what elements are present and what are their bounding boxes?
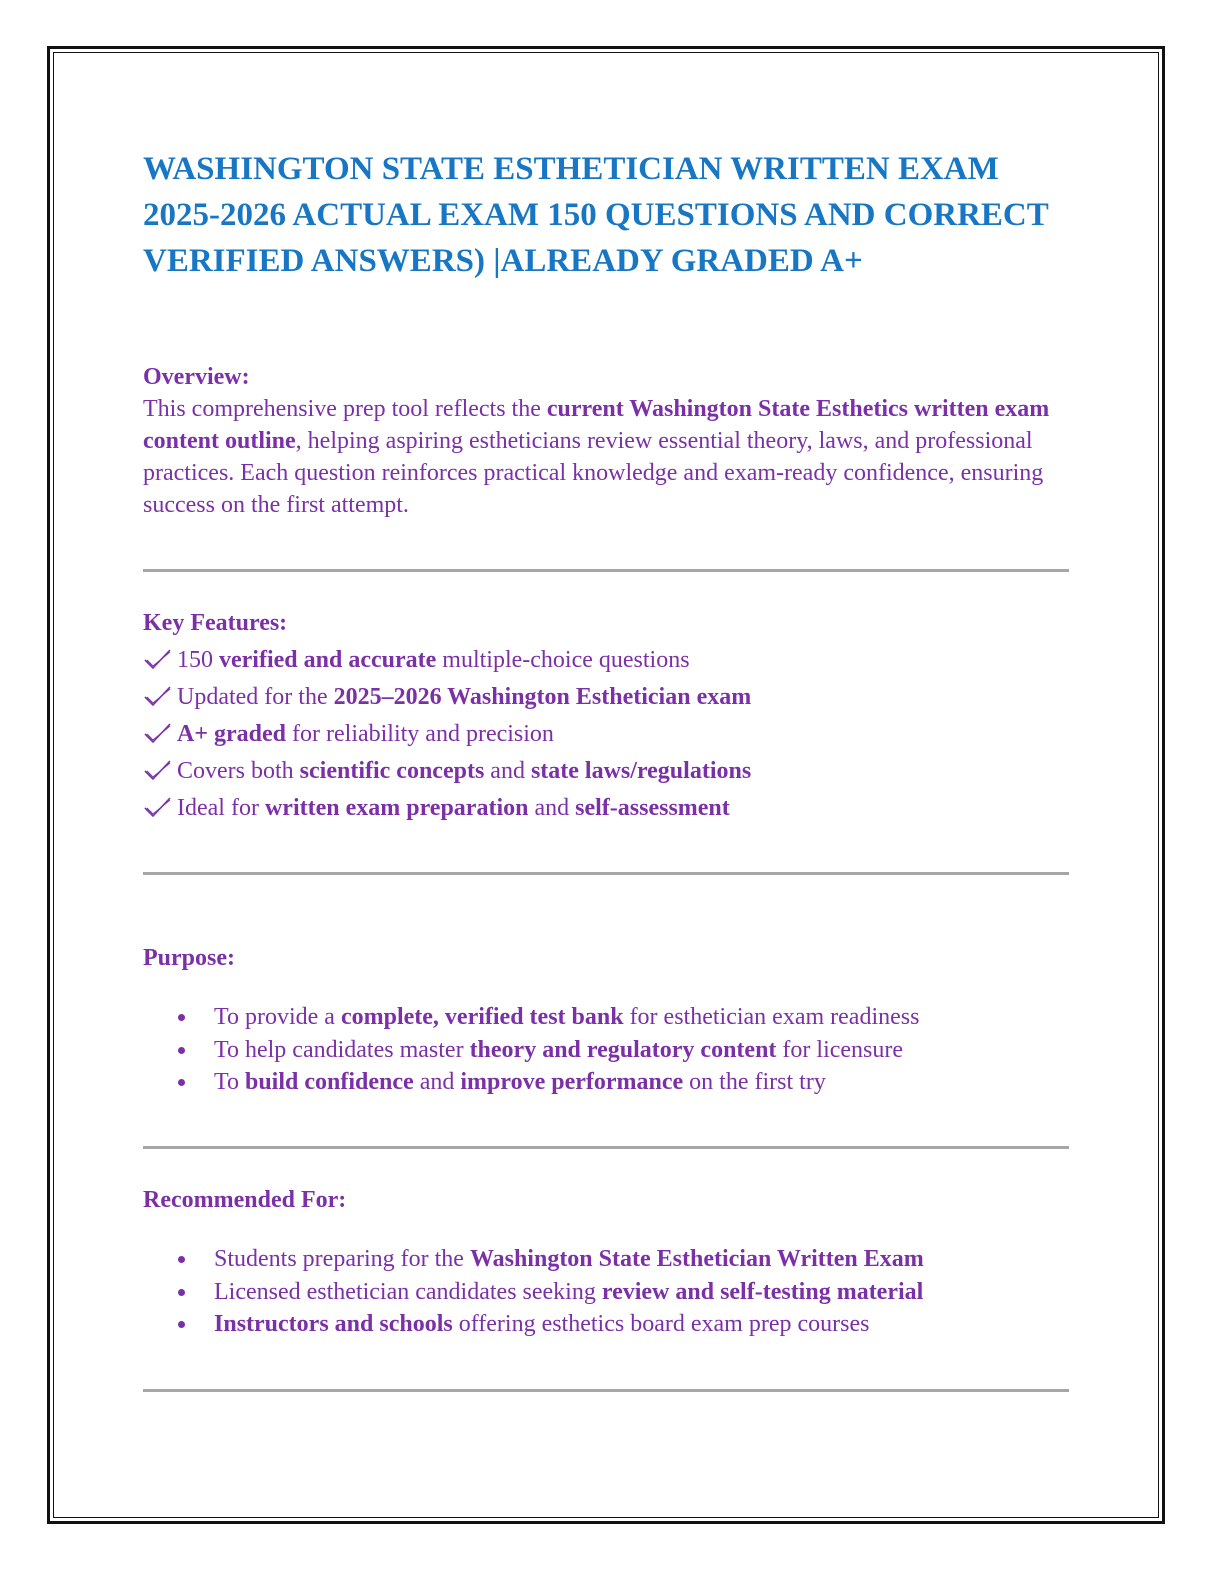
feature-text: for reliability and precision xyxy=(286,721,554,747)
overview-text-2: , helping aspiring estheticians review essential theory, laws, and professional practices. Each question reinforces practical knowledge and exam-ready confidence, ensuring success on the first attempt. xyxy=(143,428,1044,518)
feature-text: and xyxy=(528,795,576,821)
divider-3 xyxy=(143,1146,1069,1149)
feature-text: Covers both xyxy=(177,758,300,784)
feature-bold: 2025–2026 Washington Esthetician exam xyxy=(333,684,752,710)
recommended-item xyxy=(143,1276,924,1309)
recommended-text: Licensed esthetician candidates seeking xyxy=(214,1278,602,1305)
purpose-text: on the first try xyxy=(683,1069,826,1095)
purpose-text: for licensure xyxy=(776,1036,904,1063)
overview-heading: Overview: xyxy=(143,364,250,390)
feature-bold: verified and accurate xyxy=(219,647,437,673)
key-feature-item xyxy=(143,642,751,679)
recommended-text: offering esthetics board exam prep courses xyxy=(452,1311,870,1337)
key-features-list xyxy=(143,642,751,827)
bullet-icon xyxy=(178,1014,185,1021)
check-mark-icon xyxy=(143,759,173,781)
purpose-bold: complete, verified test bank xyxy=(340,1004,624,1030)
feature-bold: written exam preparation xyxy=(264,795,529,821)
recommended-text: Students preparing for the xyxy=(214,1246,470,1272)
key-feature-item xyxy=(143,716,751,753)
overview-bold-1: current Washington State Esthetics written exam content outline xyxy=(143,396,1050,454)
bullet-icon xyxy=(178,1256,185,1263)
purpose-item xyxy=(143,1034,919,1067)
purpose-list xyxy=(143,1001,919,1099)
overview-paragraph xyxy=(143,393,1068,521)
recommended-bold: review and self-testing material xyxy=(601,1278,924,1305)
feature-text: 150 xyxy=(177,647,219,673)
feature-bold: state laws/regulations xyxy=(530,758,752,784)
purpose-text: and xyxy=(413,1069,461,1095)
check-mark-icon xyxy=(143,796,173,818)
recommended-item xyxy=(143,1243,924,1276)
key-feature-item xyxy=(143,790,751,827)
key-features-heading: Key Features: xyxy=(143,610,288,636)
recommended-heading: Recommended For: xyxy=(143,1187,347,1213)
purpose-text: To help candidates master xyxy=(214,1036,470,1063)
bullet-icon xyxy=(178,1047,185,1054)
feature-text: Ideal for xyxy=(177,795,265,821)
recommended-item xyxy=(143,1308,924,1341)
key-feature-item xyxy=(143,679,751,716)
purpose-text: To xyxy=(214,1069,245,1095)
bullet-icon xyxy=(178,1321,185,1328)
recommended-list xyxy=(143,1243,924,1341)
feature-text: Updated for the xyxy=(177,684,334,710)
purpose-bold: improve performance xyxy=(460,1069,684,1095)
purpose-item xyxy=(143,1066,919,1099)
divider-2 xyxy=(143,872,1069,875)
bullet-icon xyxy=(178,1289,185,1296)
divider-4 xyxy=(143,1389,1069,1392)
feature-text: and xyxy=(484,758,531,784)
document-title: WASHINGTON STATE ESTHETICIAN WRITTEN EXAM 2025-2026 ACTUAL EXAM 150 QUESTIONS AND CORRECT VERIFIED ANSWERS) |ALREADY GRADED A+ xyxy=(143,151,1049,279)
purpose-text: for esthetician exam readiness xyxy=(623,1004,920,1030)
purpose-bold: build confidence xyxy=(244,1069,414,1095)
feature-bold: self-assessment xyxy=(575,795,730,821)
check-mark-icon xyxy=(143,685,173,707)
recommended-bold: Washington State Esthetician Written Exam xyxy=(469,1246,924,1272)
check-mark-icon xyxy=(143,648,173,670)
check-mark-icon xyxy=(143,722,173,744)
divider-1 xyxy=(143,569,1069,572)
overview-text-1: This comprehensive prep tool reflects the xyxy=(143,396,547,422)
purpose-bold: theory and regulatory content xyxy=(469,1036,777,1063)
feature-bold: A+ graded xyxy=(177,721,287,747)
recommended-bold: Instructors and schools xyxy=(214,1311,453,1337)
feature-bold: scientific concepts xyxy=(299,758,485,784)
purpose-text: To provide a xyxy=(214,1004,341,1030)
purpose-heading: Purpose: xyxy=(143,945,235,971)
bullet-icon xyxy=(178,1079,185,1086)
feature-text: multiple-choice questions xyxy=(436,647,690,673)
key-feature-item xyxy=(143,753,751,790)
purpose-item xyxy=(143,1001,919,1034)
